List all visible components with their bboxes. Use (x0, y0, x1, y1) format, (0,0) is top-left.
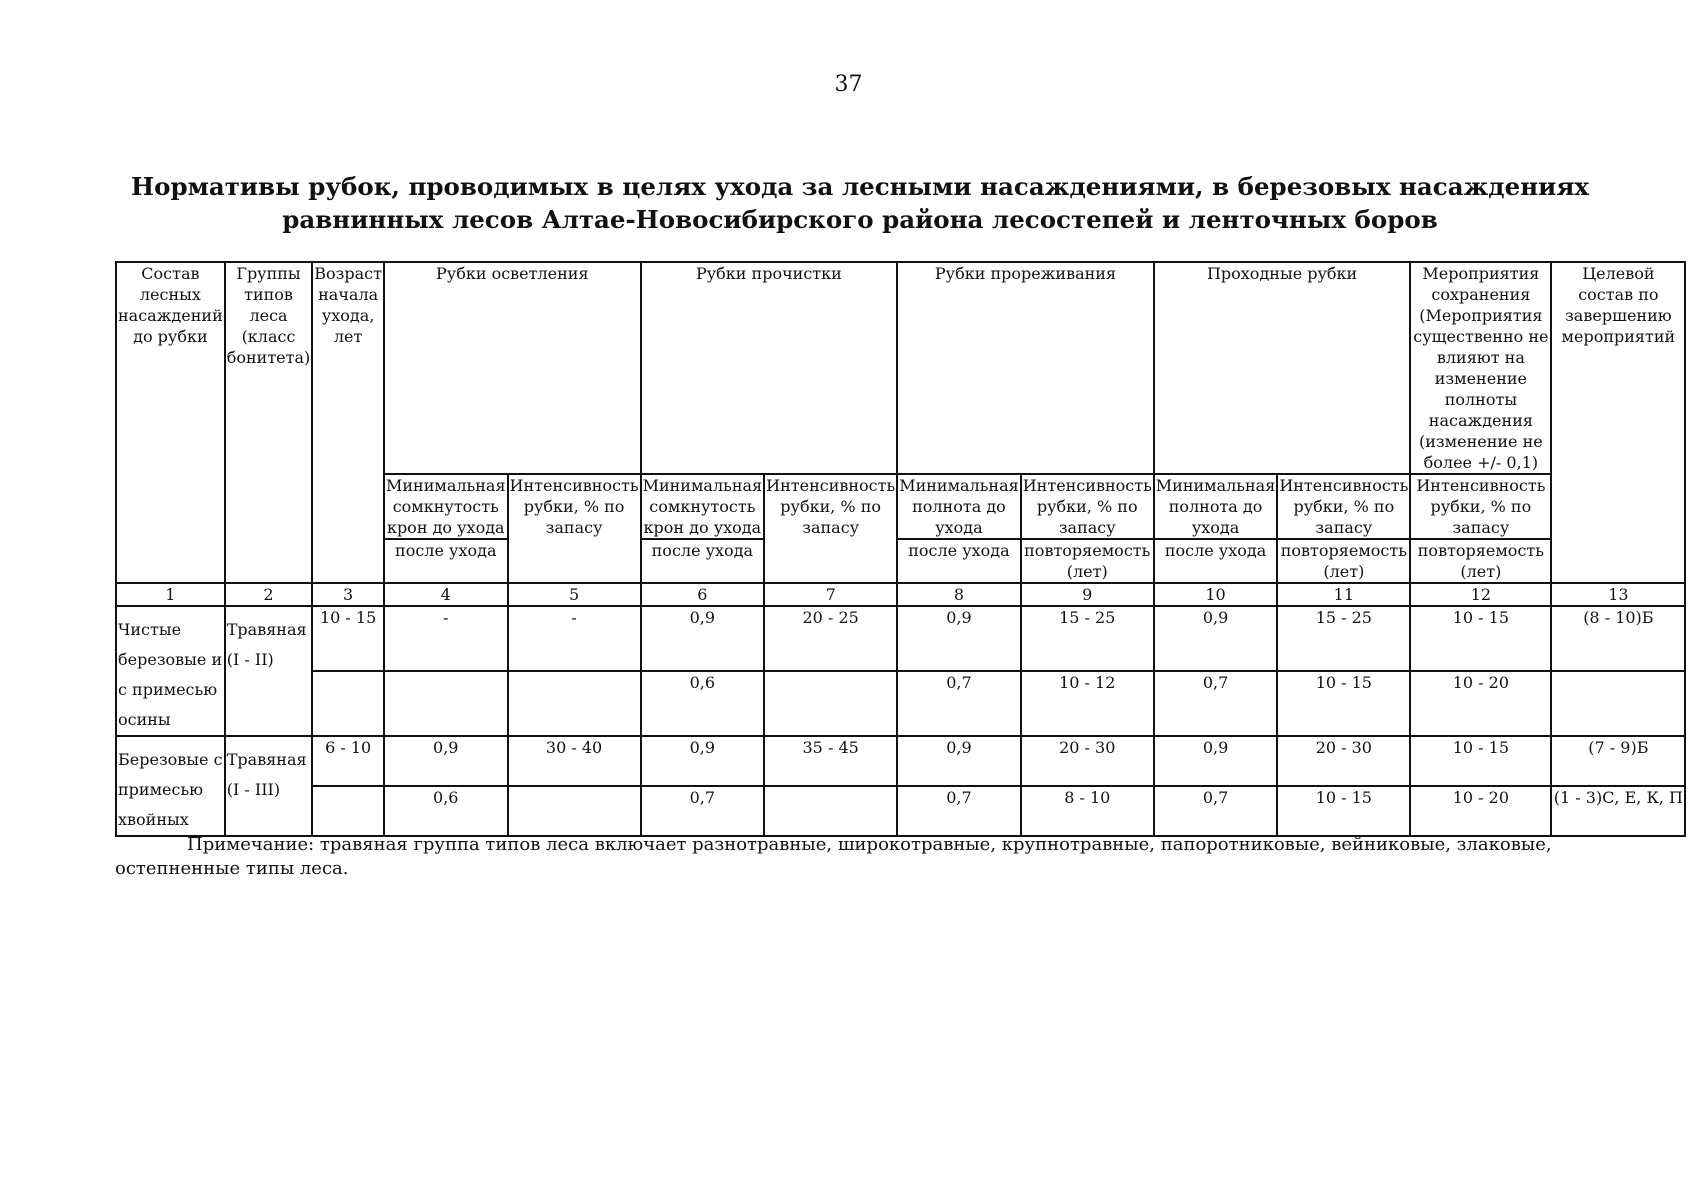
subheader-after: после ухода (641, 539, 765, 583)
subheader-after: после ухода (897, 539, 1021, 583)
table-cell: 30 - 40 (508, 736, 641, 786)
column-number: 10 (1154, 583, 1278, 606)
table-cell: (8 - 10)Б (1551, 606, 1685, 671)
age-cell (312, 786, 384, 836)
table-cell (764, 786, 897, 836)
table-row (116, 606, 1685, 671)
composition-cell: Березовые с примесью хвойных (116, 736, 225, 836)
subheader-intensity: Интенсивность рубки, % по запасу (508, 474, 641, 583)
table-cell: (1 - 3)С, Е, К, П (1551, 786, 1685, 836)
table-cell: 0,9 (384, 736, 508, 786)
column-number: 3 (312, 583, 384, 606)
table-cell: 0,7 (897, 671, 1021, 736)
subheader-min-crown: Минимальная сомкнутость крон до ухода (642, 476, 763, 537)
column-number: 13 (1551, 583, 1685, 606)
subheader-min-crown: Минимальная сомкнутость крон до ухода (386, 476, 506, 537)
subheader-repeat: повторяемость (лет) (1021, 539, 1154, 583)
header-cleaning-cuttings: Рубки прочистки (641, 262, 898, 474)
table-cell (508, 671, 641, 736)
table-row (116, 671, 1685, 736)
table-cell (508, 786, 641, 836)
table-cell (384, 671, 508, 736)
table-cell: 10 - 20 (1410, 671, 1551, 736)
table-cell: 15 - 25 (1277, 606, 1410, 671)
table-cell: 20 - 25 (764, 606, 897, 671)
table-cell (1551, 671, 1685, 736)
table-cell: 0,9 (897, 606, 1021, 671)
norms-table (115, 261, 1686, 837)
column-number: 2 (225, 583, 313, 606)
subheader-min-density: Минимальная полнота до ухода (899, 476, 1019, 537)
table-cell: 20 - 30 (1277, 736, 1410, 786)
subheader-intensity: Интенсивность рубки, % по запасу (1022, 476, 1152, 537)
header-preservation-measures: Мероприятия сохранения (Мероприятия существенно не влияют на изменение полноты насаждения (изменение не более +/- 0,1) (1410, 262, 1551, 474)
table-cell: 10 - 15 (1410, 736, 1551, 786)
subheader-repeat: повторяемость (лет) (1410, 539, 1551, 583)
table-cell: - (384, 606, 508, 671)
age-cell: 6 - 10 (312, 736, 384, 786)
column-number: 7 (764, 583, 897, 606)
table-cell: 0,6 (641, 671, 765, 736)
table-cell: 10 - 15 (1277, 786, 1410, 836)
footnote: Примечание: травяная группа типов леса включает разнотравные, широкотравные, крупнотравные, папоротниковые, вейниковые, злаковые, остепненные типы леса. (115, 834, 1552, 879)
subheader-min-density: Минимальная полнота до ухода (1155, 476, 1276, 537)
forest-type-cell: Травяная (I - II) (225, 606, 313, 736)
header-target-composition: Целевой состав по завершению мероприятий (1551, 262, 1685, 583)
forest-type-cell: Травяная (I - III) (225, 736, 313, 836)
table-cell: 10 - 12 (1021, 671, 1154, 736)
table-cell: 0,9 (1154, 736, 1278, 786)
column-number: 4 (384, 583, 508, 606)
document-title: Нормативы рубок, проводимых в целях ухода за лесными насаждениями, в березовых насаждениях равнинных лесов Алтае-Новосибирского района лесостепей и ленточных боров (130, 172, 1590, 234)
subheader-after: после ухода (384, 539, 508, 583)
subheader-repeat: повторяемость (лет) (1277, 539, 1410, 583)
table-cell: 0,9 (1154, 606, 1278, 671)
table-cell: 0,9 (641, 736, 765, 786)
table-cell: 0,7 (641, 786, 765, 836)
column-number: 6 (641, 583, 765, 606)
table-cell: 0,6 (384, 786, 508, 836)
column-number: 5 (508, 583, 641, 606)
page-number: 37 (834, 72, 863, 97)
header-start-age: Возраст начала ухода, лет (312, 262, 384, 583)
table-cell: 0,7 (1154, 786, 1278, 836)
table-cell: 15 - 25 (1021, 606, 1154, 671)
table-cell: 8 - 10 (1021, 786, 1154, 836)
subheader-after: после ухода (1154, 539, 1278, 583)
header-thinning-cuttings: Рубки прореживания (897, 262, 1154, 474)
table-cell: 35 - 45 (764, 736, 897, 786)
age-cell: 10 - 15 (312, 606, 384, 671)
header-passage-cuttings: Проходные рубки (1154, 262, 1411, 474)
header-composition: Состав лесных насаждений до рубки (116, 262, 225, 583)
table-cell: 0,9 (897, 736, 1021, 786)
subheader-intensity: Интенсивность рубки, % по запасу (1279, 476, 1409, 537)
table-cell: 10 - 20 (1410, 786, 1551, 836)
table-cell: - (508, 606, 641, 671)
column-number: 11 (1277, 583, 1410, 606)
composition-cell: Чистые березовые и с примесью осины (116, 606, 225, 736)
table-cell: 20 - 30 (1021, 736, 1154, 786)
table-row (116, 736, 1685, 786)
table-row (116, 786, 1685, 836)
table-cell: 0,7 (1154, 671, 1278, 736)
table-cell: 0,7 (897, 786, 1021, 836)
table-cell: 10 - 15 (1277, 671, 1410, 736)
column-number: 8 (897, 583, 1021, 606)
subheader-intensity: Интенсивность рубки, % по запасу (764, 474, 897, 583)
subheader-intensity: Интенсивность рубки, % по запасу (1410, 474, 1551, 539)
age-cell (312, 671, 384, 736)
table-cell: 0,9 (641, 606, 765, 671)
table-cell: 10 - 15 (1410, 606, 1551, 671)
header-clearing-cuttings: Рубки осветления (384, 262, 641, 474)
column-number: 9 (1021, 583, 1154, 606)
column-number: 12 (1410, 583, 1551, 606)
header-forest-type-groups: Группы типов леса (класс бонитета) (225, 262, 313, 583)
table-cell (764, 671, 897, 736)
column-number: 1 (116, 583, 225, 606)
table-cell: (7 - 9)Б (1551, 736, 1685, 786)
